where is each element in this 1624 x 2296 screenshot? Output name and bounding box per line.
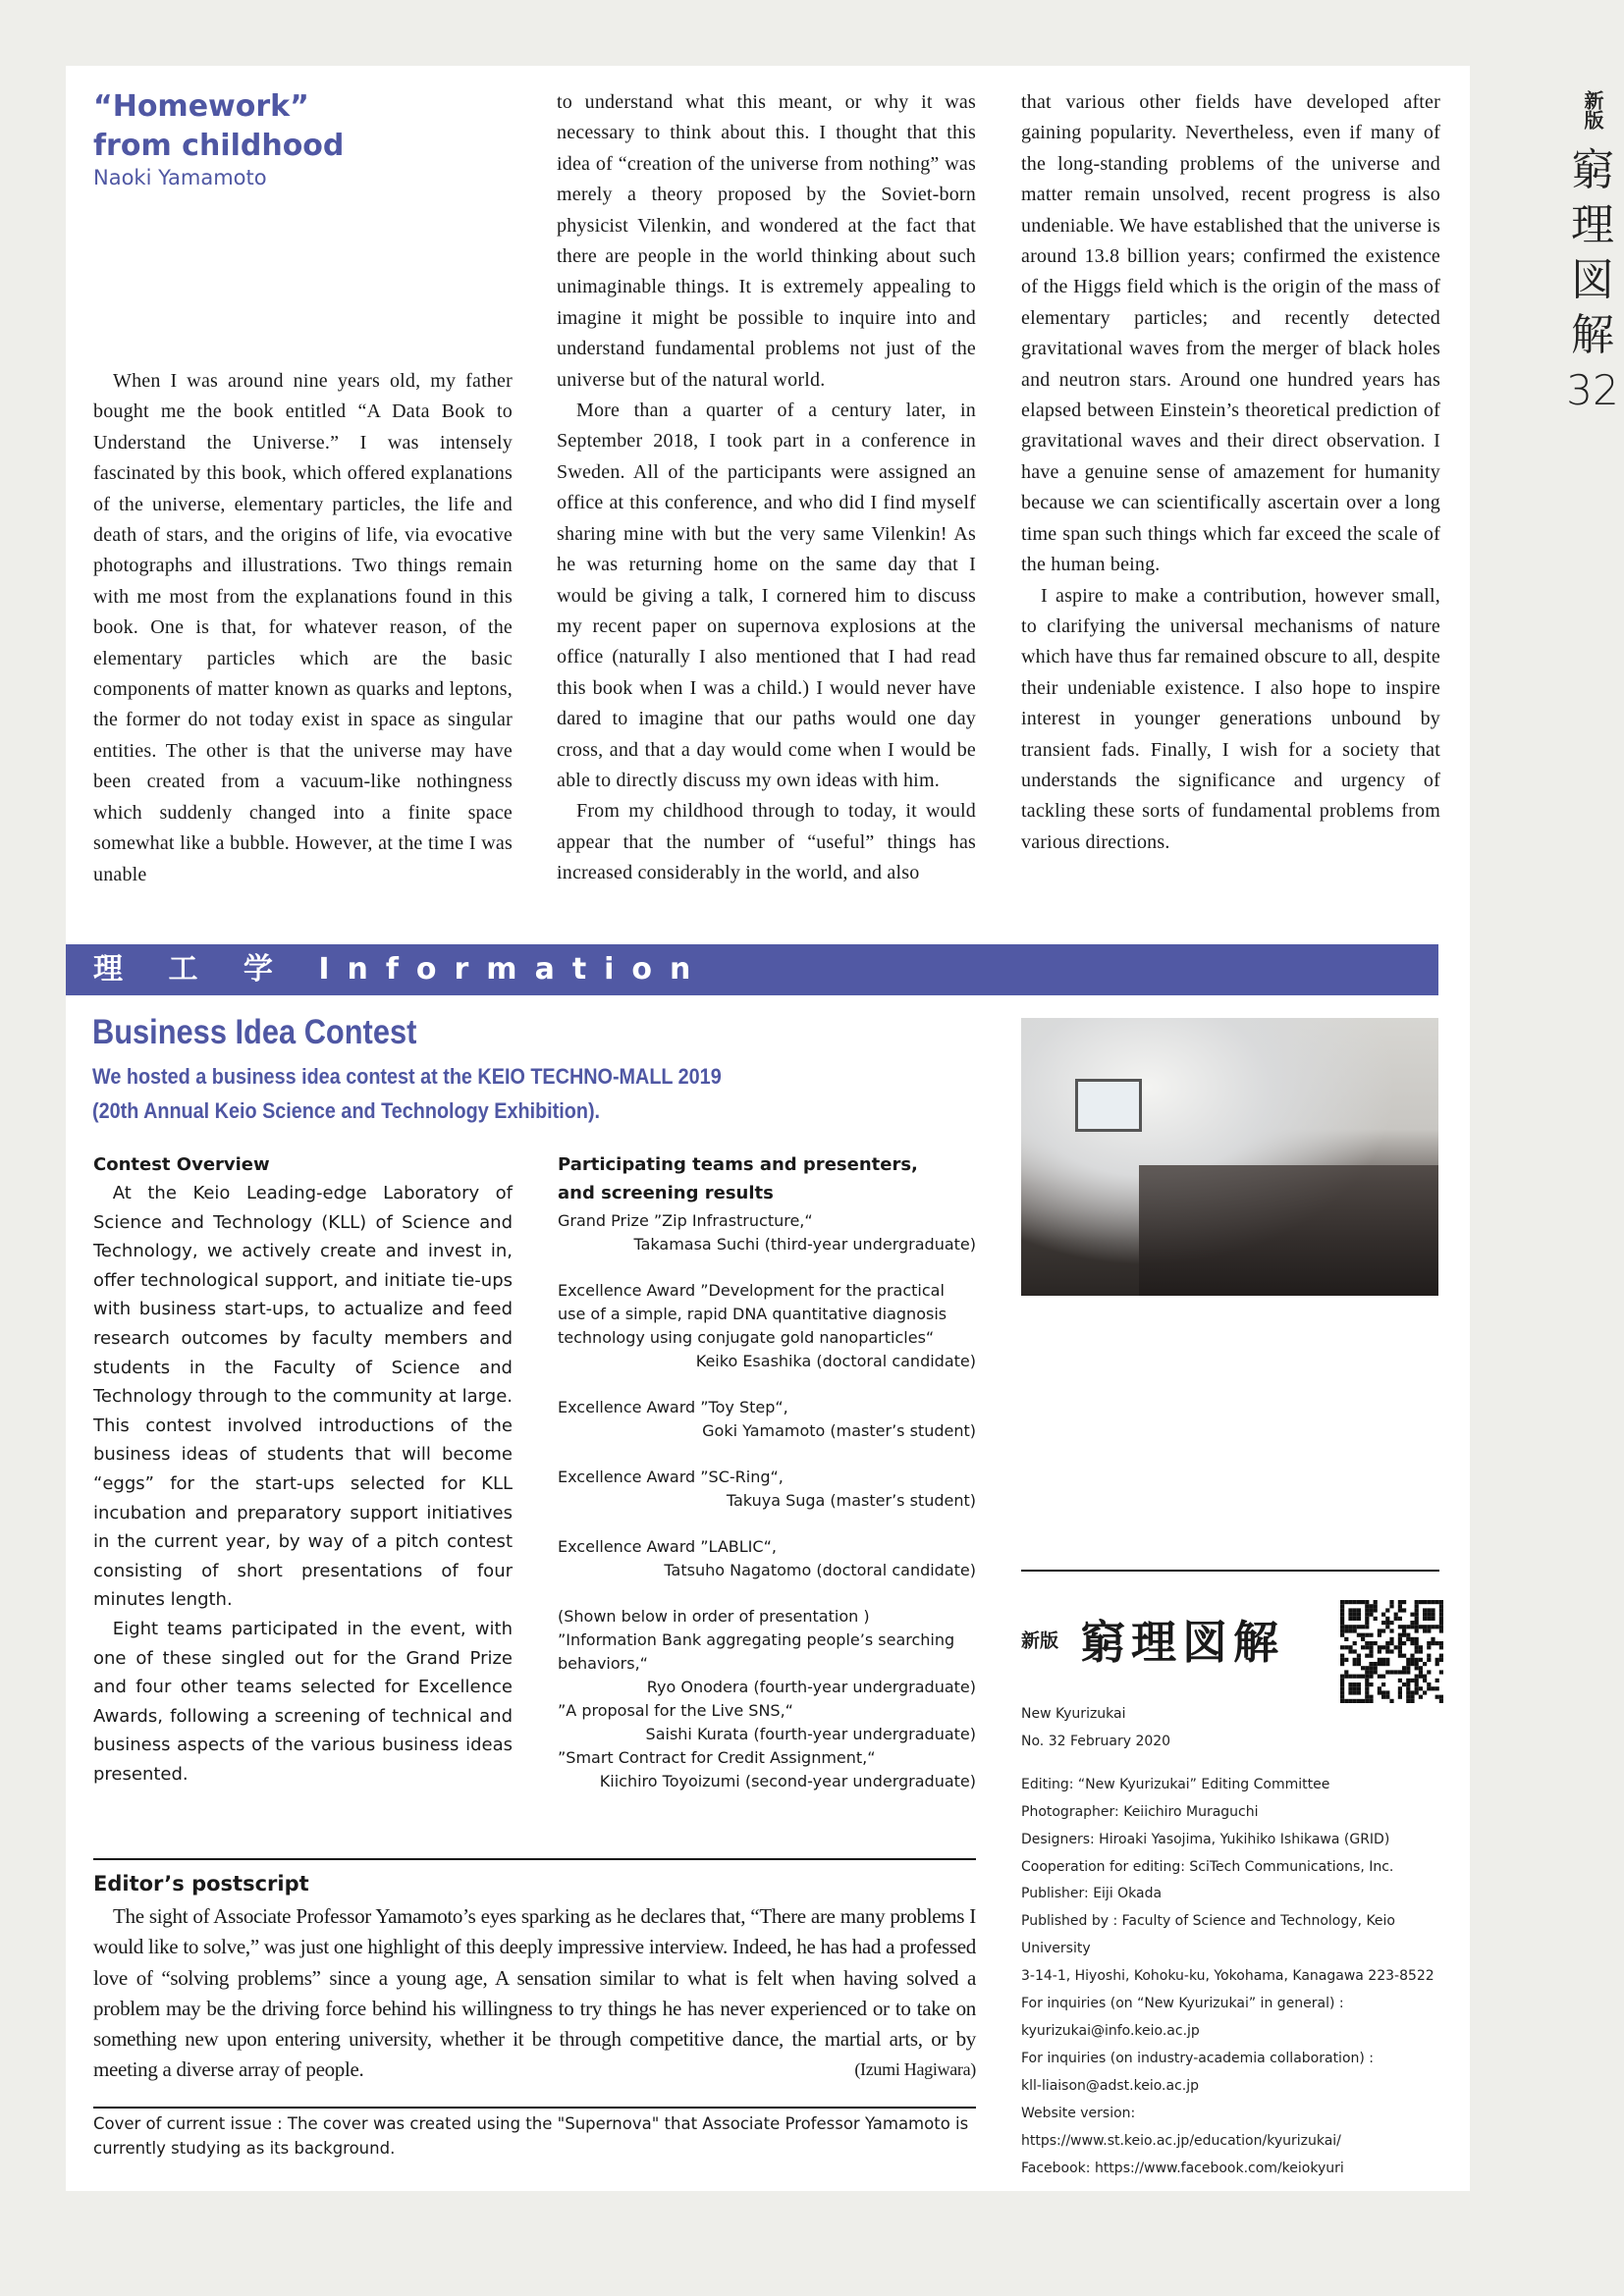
paragraph: that various other fields have developed after gaining popularity. Nevertheless, even if many of the long-standing problems of the universe and matter remain unsolved, recent progress is also undeniable. We have established that the universe is around 13.8 billion years; confirmed the existence of the Higgs field which is the origin of the mass of elementary particles; and recently detected gravitational waves from the merger of black holes and neutron stars. Around one hundred years has elapsed between Einstein’s theoretical prediction of gravitational waves and their direct observation. I have a genuine sense of amazement for humanity because we can scientifically ascertain over a long time span such things which far exceed the scale of the human being. [1021, 91, 1440, 576]
award-title: Excellence Award ”Toy Step“, [558, 1398, 788, 1416]
colophon-line: Published by : Faculty of Science and Technology, Keio University [1021, 1913, 1396, 1957]
award-entry [558, 1466, 976, 1513]
article-title-line1: “Homework” [93, 89, 309, 124]
article-column-1 [93, 366, 513, 890]
issue-number: 32 [1566, 366, 1619, 414]
postscript-top-rule [93, 1858, 976, 1860]
side-title-char: 窮 [1571, 145, 1614, 195]
side-title-char: 理 [1571, 200, 1614, 250]
paragraph: I aspire to make a contribution, however small, to clarifying the universal mechanisms of nature which have thus far remained obscure to all, despite their undeniable existence. I also hope to inspire interest in younger generations unbound by transient fads. Finally, I wish for a society that understands the significance and urgency of tackling these sorts of fundamental problems from various directions. [1021, 584, 1440, 853]
postscript-bottom-rule [93, 2107, 976, 2109]
results-heading-line1: Participating teams and presenters, [558, 1154, 918, 1175]
colophon-line: Website version: [1021, 2105, 1136, 2121]
contest-heading: Business Idea Contest [92, 1013, 417, 1051]
article-column-2 [557, 87, 976, 889]
colophon-line: For inquiries (on “New Kyurizukai” in general) : [1021, 1996, 1344, 2012]
others-list [558, 1629, 976, 1793]
colophon-line: https://www.st.keio.ac.jp/education/kyurizukai/ [1021, 2132, 1341, 2149]
colophon-divider [1021, 1570, 1439, 1572]
paragraph: Eight teams participated in the event, with one of these singled out for the Grand Prize and four other teams selected for Excellence Awards, following a screening of technical and business aspects of the various business ideas presented. [93, 1618, 513, 1785]
colophon-line: Cooperation for editing: SciTech Communications, Inc. [1021, 1858, 1394, 1875]
photo-screen [1075, 1079, 1142, 1132]
side-title-char: 図 [1571, 255, 1614, 305]
awards-list [558, 1209, 976, 1582]
award-title: Excellence Award ”LABLIC“, [558, 1537, 777, 1556]
colophon-line: For inquiries (on industry-academia collaboration) : [1021, 2050, 1375, 2066]
side-masthead [1561, 90, 1624, 418]
colophon-line: Facebook: https://www.facebook.com/keiokyuri [1021, 2160, 1344, 2176]
photo-crowd [1139, 1165, 1438, 1296]
colophon-line: Photographer: Keiichiro Muraguchi [1021, 1803, 1259, 1820]
colophon-logo [1021, 1607, 1284, 1672]
award-recipient: Takamasa Suchi (third-year undergraduate) [633, 1235, 976, 1254]
side-title-char: 解 [1571, 310, 1614, 360]
article-header [93, 87, 344, 189]
award-recipient: Tatsuho Nagatomo (doctoral candidate) [664, 1561, 976, 1579]
contest-subtitle-line2: (20th Annual Keio Science and Technology Exhibition). [92, 1098, 601, 1123]
award-title: Grand Prize ”Zip Infrastructure,“ [558, 1211, 813, 1230]
contest-subtitle-line1: We hosted a business idea contest at the KEIO TECHNO-MALL 2019 [92, 1064, 722, 1089]
page [66, 66, 1470, 2191]
contest-overview [93, 1150, 513, 1789]
logo-edition: 新版 [1021, 1629, 1059, 1652]
presenter: Ryo Onodera (fourth-year undergraduate) [646, 1678, 976, 1696]
side-edition: 新版 [1581, 90, 1604, 130]
others-note: (Shown below in order of presentation ) [558, 1607, 870, 1626]
postscript-heading: Editor’s postscript [93, 1872, 309, 1896]
colophon [1021, 1701, 1453, 2182]
article-author: Naoki Yamamoto [93, 166, 267, 189]
award-entry [558, 1209, 976, 1256]
award-title: Excellence Award ”SC-Ring“, [558, 1468, 784, 1486]
colophon-line: 3-14-1, Hiyoshi, Kohoku-ku, Yokohama, Kanagawa 223-8522 [1021, 1968, 1435, 1985]
colophon-line: Publisher: Eiji Okada [1021, 1886, 1163, 1902]
paragraph: At the Keio Leading-edge Laboratory of Science and Technology (KLL) of Science and Technology, we actively create and invest in, offer technological support, and initiate tie-ups with business start-ups, to actualize and feed research outcomes by faculty members and students in the Faculty of Science and Technology through to the community at large. This contest involved introductions of the business ideas of students that will become “eggs” for the start-ups selected for KLL incubation and preparatory support initiatives in the current year, by way of a pitch contest consisting of short presentations of four minutes length. [93, 1183, 513, 1611]
award-recipient: Takuya Suga (master’s student) [726, 1491, 976, 1510]
cover-note: Cover of current issue : The cover was created using the "Supernova" that Associate Professor Yamamoto is currently studying as its background. [93, 2114, 969, 2158]
award-recipient: Goki Yamamoto (master’s student) [702, 1421, 976, 1440]
award-entry [558, 1279, 976, 1373]
colophon-line: Designers: Hiroaki Yasojima, Yukihiko Ishikawa (GRID) [1021, 1831, 1390, 1847]
colophon-line: Editing: “New Kyurizukai” Editing Committee [1021, 1776, 1330, 1792]
information-bar: 理 工 学 Information [66, 944, 1438, 995]
publication-name: New Kyurizukai [1021, 1706, 1126, 1722]
qr-code[interactable] [1340, 1600, 1443, 1703]
paragraph: From my childhood through to today, it would appear that the number of “useful” things has increased considerably in the world, and also [557, 800, 976, 884]
logo-title: 窮理図解 [1080, 1616, 1285, 1669]
presenter: Kiichiro Toyoizumi (second-year undergraduate) [599, 1772, 976, 1790]
award-title: Excellence Award ”Development for the practical use of a simple, rapid DNA quantitative diagnosis technology using conjugate gold nanoparticles“ [558, 1281, 947, 1347]
award-entry [558, 1396, 976, 1443]
paragraph: to understand what this meant, or why it was necessary to think about this. I thought that this idea of “creation of the universe from nothing” was merely a theory proposed by the Soviet-born physicist Vilenkin, and wondered at the fact that there are people in the world thinking about such unimaginable things. It is extremely appealing to imagine it might be possible to inquire into and understand fundamental problems not just of the universe but of the natural world. [557, 91, 976, 391]
presentation-entry [558, 1746, 976, 1793]
overview-heading: Contest Overview [93, 1154, 270, 1175]
presentation-entry [558, 1699, 976, 1746]
award-entry [558, 1535, 976, 1582]
award-recipient: Keiko Esashika (doctoral candidate) [695, 1352, 976, 1370]
postscript-signature: (Izumi Hagiwara) [854, 2059, 976, 2080]
presentation-title: ”Smart Contract for Credit Assignment,“ [558, 1748, 876, 1767]
results-section [558, 1150, 976, 1793]
presenter: Saishi Kurata (fourth-year undergraduate) [645, 1725, 976, 1743]
colophon-line: kyurizukai@info.keio.ac.jp [1021, 2022, 1200, 2039]
presentation-entry [558, 1629, 976, 1699]
article-title-line2: from childhood [93, 129, 345, 163]
presentation-title: ”A proposal for the Live SNS,“ [558, 1701, 793, 1720]
results-heading-line2: and screening results [558, 1183, 774, 1203]
presentation-title: ”Information Bank aggregating people’s searching behaviors,“ [558, 1630, 955, 1673]
publication-issue: No. 32 February 2020 [1021, 1733, 1171, 1749]
event-photo [1021, 1018, 1438, 1296]
postscript-text [93, 1901, 976, 2086]
article-column-3 [1021, 87, 1440, 858]
postscript-body: The sight of Associate Professor Yamamoto’s eyes sparking as he declares that, “There are many problems I would like to solve,” was just one highlight of this deeply impressive interview. Indeed, he has had a professed love of “solving problems” since a young age, A sensation similar to what is felt when having solved a problem may be the driving force behind his willingness to try things he has never experienced or to take on something new upon entering university, whether it be through competitive dance, the martial arts, or by meeting a diverse array of people. [93, 1904, 976, 2082]
paragraph: More than a quarter of a century later, in September 2018, I took part in a conference in Sweden. All of the participants were assigned an office at this conference, and who did I find myself sharing mine with but the very same Vilenkin! As he was returning home on the same day that I would be giving a talk, I cornered him to discuss my recent paper on supernova explosions at the office (naturally I also mentioned that I had read this book when I was a child.) I would never have dared to imagine that our paths would one day cross, and that a day would come when I would be able to directly discuss my own ideas with him. [557, 400, 976, 791]
colophon-line: kll-liaison@adst.keio.ac.jp [1021, 2077, 1200, 2094]
paragraph: When I was around nine years old, my father bought me the book entitled “A Data Book to Understand the Universe.” I was intensely fascinated by this book, which offered explanations of the universe, elementary particles, the life and death of stars, and the origins of life, via evocative photographs and illustrations. Two things remain with me most from the explanations found in this book. One is that, for whatever reason, of the elementary particles which are the basic components of matter known as quarks and leptons, the former do not today exist in space as singular entities. The other is that the universe may have been created from a vacuum-like nothingness which suddenly changed into a finite space somewhat like a bubble. However, at the time I was unable [93, 370, 513, 885]
